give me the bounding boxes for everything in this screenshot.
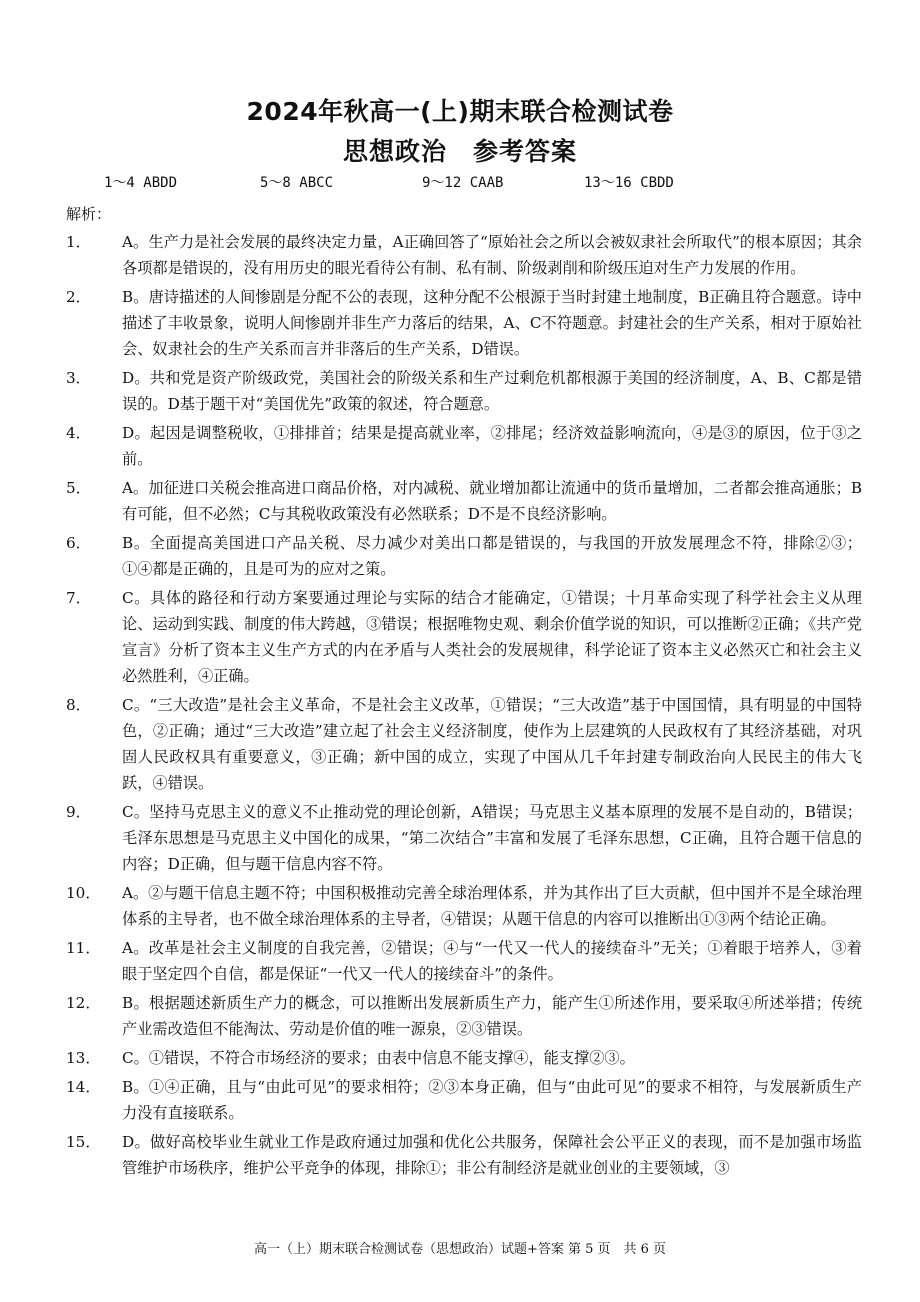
analysis-item	[66, 530, 862, 582]
analysis-item	[66, 692, 862, 796]
item-text: C。①错误，不符合市场经济的要求；由表中信息不能支撑④，能支撑②③。	[122, 1049, 635, 1067]
item-number: 11．	[66, 939, 101, 957]
item-number: 7．	[66, 589, 91, 607]
analysis-item	[66, 585, 862, 689]
analysis-item	[66, 935, 862, 987]
item-text: A。加征进口关税会推高进口商品价格，对内减税、就业增加都让流通中的货币量增加，二者都会推高通胀；B有可能，但不必然；C与其税收政策没有必然联系；D不是不良经济影响。	[122, 479, 862, 523]
item-text: B。唐诗描述的人间惨剧是分配不公的表现，这种分配不公根源于当时封建土地制度，B正确且符合题意。诗中描述了丰收景象，说明人间惨剧并非生产力落后的结果，A、C不符题意。封建社会的生产关系，相对于原始社会、奴隶社会的生产关系而言并非落后的生产关系，D错误。	[122, 288, 862, 358]
item-text: D。做好高校毕业生就业工作是政府通过加强和优化公共服务，保障社会公平正义的表现，而不是加强市场监管维护市场秩序，维护公平竞争的体现，排除①；非公有制经济是就业创业的主要领域，③	[122, 1133, 862, 1177]
analysis-item	[66, 229, 862, 281]
page-title: 2024年秋高一(上)期末联合检测试卷	[246, 97, 674, 126]
section-label-analysis: 解析：	[66, 205, 112, 223]
analysis-item	[66, 1045, 862, 1071]
item-text: B。全面提高美国进口产品关税、尽力减少对美出口都是错误的，与我国的开放发展理念不符，排除②③；①④都是正确的，且是可为的应对之策。	[122, 534, 862, 578]
analysis-item	[66, 1129, 862, 1181]
item-number: 12．	[66, 994, 101, 1012]
analysis-item	[66, 990, 862, 1042]
analysis-item	[66, 365, 862, 417]
item-text: B。①④正确，且与“由此可见”的要求相符；②③本身正确，但与“由此可见”的要求不相符，与发展新质生产力没有直接联系。	[122, 1078, 862, 1122]
analysis-item	[66, 1074, 862, 1126]
item-number: 13．	[66, 1049, 101, 1067]
page-subtitle: 思想政治 参考答案	[342, 137, 577, 166]
answer-key-row	[104, 172, 864, 194]
answer-key-13-16: 13～16 CBDD	[584, 175, 674, 191]
analysis-item	[66, 880, 862, 932]
item-number: 9．	[66, 803, 91, 821]
item-number: 15．	[66, 1133, 101, 1151]
item-number: 4．	[66, 424, 91, 442]
analysis-item	[66, 799, 862, 877]
item-text: A。②与题干信息主题不符；中国积极推动完善全球治理体系，并为其作出了巨大贡献，但中国并不是全球治理体系的主导者，也不做全球治理体系的主导者，④错误；从题干信息的内容可以推断出①③两个结论正确。	[122, 884, 862, 928]
analysis-item	[66, 284, 862, 362]
item-number: 1．	[66, 233, 91, 251]
item-number: 10．	[66, 884, 101, 902]
item-text: C。坚持马克思主义的意义不止推动党的理论创新，A错误；马克思主义基本原理的发展不是自动的，B错误；毛泽东思想是马克思主义中国化的成果，“第二次结合”丰富和发展了毛泽东思想，C正确，且符合题干信息的内容；D正确，但与题干信息内容不符。	[122, 803, 862, 873]
item-number: 3．	[66, 369, 91, 387]
item-text: C。“三大改造”是社会主义革命，不是社会主义改革，①错误；“三大改造”基于中国国情，具有明显的中国特色，②正确；通过“三大改造”建立起了社会主义经济制度，使作为上层建筑的人民政权有了其经济基础，对巩固人民政权具有重要意义，③正确；新中国的成立，实现了中国从几千年封建专制政治向人民民主的伟大飞跃，④错误。	[122, 696, 862, 792]
item-text: D。共和党是资产阶级政党，美国社会的阶级关系和生产过剩危机都根源于美国的经济制度，A、B、C都是错误的。D基于题干对“美国优先”政策的叙述，符合题意。	[122, 369, 862, 413]
item-number: 8．	[66, 696, 91, 714]
answer-key-5-8: 5～8 ABCC	[260, 175, 334, 191]
item-number: 6．	[66, 534, 91, 552]
item-text: A。改革是社会主义制度的自我完善，②错误；④与“一代又一代人的接续奋斗”无关；①着眼于培养人，③着眼于坚定四个自信，都是保证“一代又一代人的接续奋斗”的条件。	[122, 939, 862, 983]
item-number: 5．	[66, 479, 91, 497]
analysis-item	[66, 475, 862, 527]
answer-key-1-4: 1～4 ABDD	[104, 175, 178, 191]
analysis-item	[66, 420, 862, 472]
item-number: 2．	[66, 288, 91, 306]
item-text: A。生产力是社会发展的最终决定力量，A正确回答了“原始社会之所以会被奴隶社会所取代”的根本原因；其余各项都是错误的，没有用历史的眼光看待公有制、私有制、阶级剥削和阶级压迫对生产力发展的作用。	[122, 233, 862, 277]
answer-key-9-12: 9～12 CAAB	[422, 175, 504, 191]
item-text: B。根据题述新质生产力的概念，可以推断出发展新质生产力，能产生①所述作用，要采取④所述举措；传统产业需改造但不能淘汰、劳动是价值的唯一源泉，②③错误。	[122, 994, 862, 1038]
item-text: C。具体的路径和行动方案要通过理论与实际的结合才能确定，①错误；十月革命实现了科学社会主义从理论、运动到实践、制度的伟大跨越，③错误；根据唯物史观、剩余价值学说的知识，可以推断②正确；《共产党宣言》分析了资本主义生产方式的内在矛盾与人类社会的发展规律，科学论证了资本主义必然灭亡和社会主义必然胜利，④正确。	[122, 589, 862, 685]
item-text: D。起因是调整税收，①排排首；结果是提高就业率，②排尾；经济效益影响流向，④是③的原因，位于③之前。	[122, 424, 862, 468]
page-footer: 高一（上）期末联合检测试卷（思想政治）试题+答案 第 5 页 共 6 页	[253, 1242, 667, 1257]
analysis-list	[66, 229, 862, 1184]
item-number: 14．	[66, 1078, 101, 1096]
